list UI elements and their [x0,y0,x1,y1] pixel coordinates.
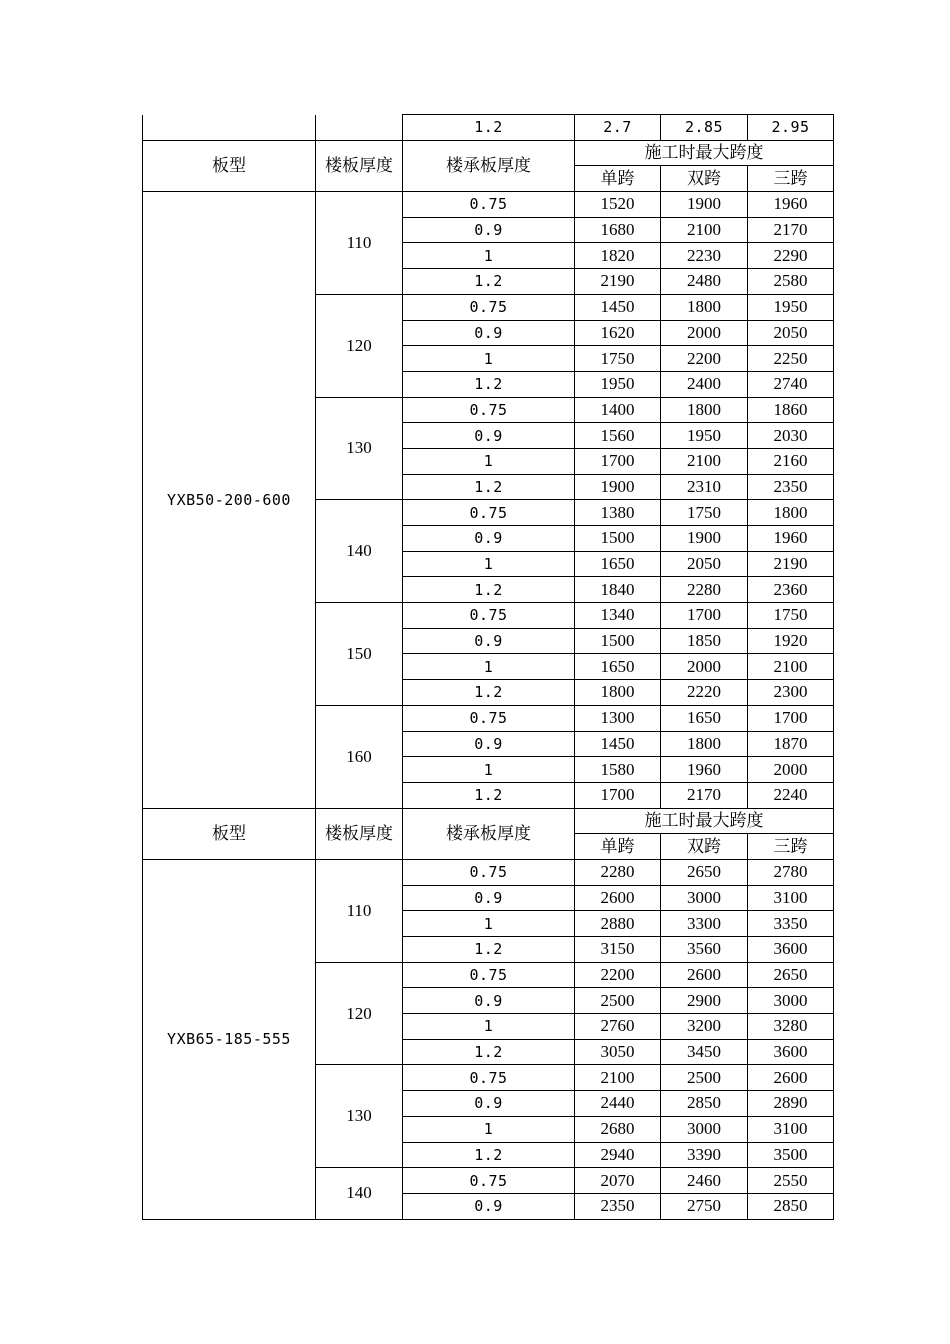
deck-thickness: 0.9 [403,423,575,449]
single-span-value: 1560 [575,423,661,449]
deck-thickness: 1 [403,346,575,372]
triple-span-value: 1920 [748,628,834,654]
double-span-value: 2280 [661,577,748,603]
deck-thickness: 1.2 [403,371,575,397]
header-floor-thickness: 楼板厚度 [316,808,403,859]
double-span-value: 2310 [661,474,748,500]
single-span-value: 1700 [575,448,661,474]
single-span-value: 2200 [575,962,661,988]
double-span-value: 2600 [661,962,748,988]
triple-span-value: 3600 [748,1039,834,1065]
floor-thickness: 110 [316,192,403,295]
double-span-value: 3560 [661,937,748,963]
deck-thickness: 1 [403,448,575,474]
header-double-span: 双跨 [661,834,748,860]
deck-thickness: 0.75 [403,1168,575,1194]
deck-thickness: 0.9 [403,1091,575,1117]
double-span-value: 1950 [661,423,748,449]
single-span-value: 3050 [575,1039,661,1065]
double-span-value: 1850 [661,628,748,654]
single-span-value: 1900 [575,474,661,500]
deck-thickness: 1 [403,1014,575,1040]
triple-span-value: 1960 [748,526,834,552]
single-span-value: 2600 [575,885,661,911]
triple-span-value: 1960 [748,192,834,218]
single-span-value: 1840 [575,577,661,603]
double-span-value: 2750 [661,1193,748,1219]
triple-span-value: 1700 [748,705,834,731]
header-deck-thickness: 楼承板厚度 [403,808,575,859]
single-span-value: 2500 [575,988,661,1014]
double-span-value: 2100 [661,217,748,243]
triple-span-value: 1750 [748,603,834,629]
deck-thickness: 1 [403,654,575,680]
double-span-value: 2500 [661,1065,748,1091]
single-span-value: 3150 [575,937,661,963]
double-span-value: 2460 [661,1168,748,1194]
single-span-value: 1800 [575,680,661,706]
single-span-value: 1400 [575,397,661,423]
double-span-value: 1900 [661,526,748,552]
triple-span-value: 2030 [748,423,834,449]
single-span-value: 1820 [575,243,661,269]
triple-span-value: 2890 [748,1091,834,1117]
triple-span-value: 2300 [748,680,834,706]
single-span-value: 2100 [575,1065,661,1091]
double-span-value: 3000 [661,885,748,911]
double-span-value: 2650 [661,859,748,885]
triple-span-value: 3500 [748,1142,834,1168]
deck-thickness: 1 [403,551,575,577]
single-span-value: 1950 [575,371,661,397]
single-span-value: 2440 [575,1091,661,1117]
triple-span-value: 2740 [748,371,834,397]
deck-thickness: 0.9 [403,320,575,346]
single-span-value: 1620 [575,320,661,346]
single-span-value: 2350 [575,1193,661,1219]
single-span-value: 1500 [575,628,661,654]
floor-thickness: 130 [316,1065,403,1168]
triple-span-value: 2240 [748,782,834,808]
triple-span-value: 1870 [748,731,834,757]
floor-thickness: 140 [316,500,403,603]
double-span-value: 2100 [661,448,748,474]
deck-thickness: 0.75 [403,603,575,629]
double-span-value: 1960 [661,757,748,783]
continuation-deck: 1.2 [403,115,575,141]
header-single-span: 单跨 [575,166,661,192]
triple-span-value: 2650 [748,962,834,988]
floor-thickness: 120 [316,962,403,1065]
header-type: 板型 [143,808,316,859]
double-span-value: 2200 [661,346,748,372]
triple-span-value: 1800 [748,500,834,526]
header-max-span: 施工时最大跨度 [575,140,834,166]
single-span-value: 1700 [575,782,661,808]
double-span-value: 2220 [661,680,748,706]
deck-thickness: 1.2 [403,269,575,295]
deck-thickness: 1.2 [403,782,575,808]
double-span-value: 1900 [661,192,748,218]
triple-span-value: 2170 [748,217,834,243]
single-span-value: 1340 [575,603,661,629]
double-span-value: 2480 [661,269,748,295]
triple-span-value: 2160 [748,448,834,474]
deck-thickness: 1 [403,757,575,783]
continuation-double: 2.85 [661,115,748,141]
triple-span-value: 2050 [748,320,834,346]
triple-span-value: 2190 [748,551,834,577]
deck-thickness: 1.2 [403,1039,575,1065]
double-span-value: 3450 [661,1039,748,1065]
triple-span-value: 1950 [748,294,834,320]
single-span-value: 1680 [575,217,661,243]
double-span-value: 1700 [661,603,748,629]
triple-span-value: 2780 [748,859,834,885]
continuation-blank-floor [316,115,403,141]
single-span-value: 1650 [575,654,661,680]
single-span-value: 2190 [575,269,661,295]
deck-thickness: 1.2 [403,1142,575,1168]
double-span-value: 2000 [661,654,748,680]
double-span-value: 3000 [661,1116,748,1142]
plate-type: YXB65-185-555 [143,859,316,1219]
single-span-value: 2940 [575,1142,661,1168]
double-span-value: 2000 [661,320,748,346]
triple-span-value: 2550 [748,1168,834,1194]
deck-thickness: 0.9 [403,988,575,1014]
header-triple-span: 三跨 [748,834,834,860]
single-span-value: 1580 [575,757,661,783]
deck-thickness: 1.2 [403,577,575,603]
continuation-row [143,115,834,141]
single-span-value: 2760 [575,1014,661,1040]
triple-span-value: 2350 [748,474,834,500]
continuation-single: 2.7 [575,115,661,141]
deck-thickness: 0.9 [403,1193,575,1219]
span-table [142,114,834,1220]
deck-thickness: 0.75 [403,294,575,320]
single-span-value: 2880 [575,911,661,937]
single-span-value: 2280 [575,859,661,885]
continuation-triple: 2.95 [748,115,834,141]
triple-span-value: 3280 [748,1014,834,1040]
deck-thickness: 0.75 [403,859,575,885]
double-span-value: 1800 [661,731,748,757]
table-row [143,192,834,218]
single-span-value: 2680 [575,1116,661,1142]
triple-span-value: 3100 [748,1116,834,1142]
triple-span-value: 3350 [748,911,834,937]
header-double-span: 双跨 [661,166,748,192]
header-single-span: 单跨 [575,834,661,860]
double-span-value: 2850 [661,1091,748,1117]
double-span-value: 2900 [661,988,748,1014]
double-span-value: 2400 [661,371,748,397]
header-row [143,140,834,166]
continuation-blank-type [143,115,316,141]
single-span-value: 1450 [575,731,661,757]
deck-thickness: 1.2 [403,474,575,500]
single-span-value: 2070 [575,1168,661,1194]
floor-thickness: 120 [316,294,403,397]
triple-span-value: 2850 [748,1193,834,1219]
double-span-value: 1650 [661,705,748,731]
deck-thickness: 0.75 [403,397,575,423]
triple-span-value: 1860 [748,397,834,423]
plate-type: YXB50-200-600 [143,192,316,809]
triple-span-value: 2100 [748,654,834,680]
floor-thickness: 130 [316,397,403,500]
deck-thickness: 0.9 [403,217,575,243]
deck-thickness: 0.9 [403,628,575,654]
deck-thickness: 0.75 [403,705,575,731]
triple-span-value: 2580 [748,269,834,295]
double-span-value: 1800 [661,397,748,423]
header-max-span: 施工时最大跨度 [575,808,834,834]
single-span-value: 1380 [575,500,661,526]
deck-thickness: 1 [403,911,575,937]
single-span-value: 1300 [575,705,661,731]
deck-thickness: 0.75 [403,500,575,526]
double-span-value: 1800 [661,294,748,320]
single-span-value: 1750 [575,346,661,372]
triple-span-value: 3000 [748,988,834,1014]
deck-thickness: 1 [403,243,575,269]
single-span-value: 1650 [575,551,661,577]
double-span-value: 2170 [661,782,748,808]
deck-thickness: 0.9 [403,731,575,757]
single-span-value: 1450 [575,294,661,320]
single-span-value: 1520 [575,192,661,218]
double-span-value: 1750 [661,500,748,526]
floor-thickness: 150 [316,603,403,706]
double-span-value: 2230 [661,243,748,269]
header-row [143,808,834,834]
deck-thickness: 1 [403,1116,575,1142]
triple-span-value: 2290 [748,243,834,269]
floor-thickness: 160 [316,705,403,808]
header-triple-span: 三跨 [748,166,834,192]
deck-thickness: 0.75 [403,192,575,218]
floor-thickness: 140 [316,1168,403,1219]
triple-span-value: 3100 [748,885,834,911]
triple-span-value: 2600 [748,1065,834,1091]
deck-thickness: 0.9 [403,526,575,552]
triple-span-value: 2360 [748,577,834,603]
deck-thickness: 1.2 [403,680,575,706]
span-table-body [143,115,834,1220]
double-span-value: 3200 [661,1014,748,1040]
triple-span-value: 2250 [748,346,834,372]
header-type: 板型 [143,140,316,191]
triple-span-value: 3600 [748,937,834,963]
table-row [143,859,834,885]
floor-thickness: 110 [316,859,403,962]
header-floor-thickness: 楼板厚度 [316,140,403,191]
deck-thickness: 0.75 [403,1065,575,1091]
deck-thickness: 0.9 [403,885,575,911]
double-span-value: 3300 [661,911,748,937]
triple-span-value: 2000 [748,757,834,783]
double-span-value: 3390 [661,1142,748,1168]
header-deck-thickness: 楼承板厚度 [403,140,575,191]
double-span-value: 2050 [661,551,748,577]
deck-thickness: 0.75 [403,962,575,988]
deck-thickness: 1.2 [403,937,575,963]
single-span-value: 1500 [575,526,661,552]
